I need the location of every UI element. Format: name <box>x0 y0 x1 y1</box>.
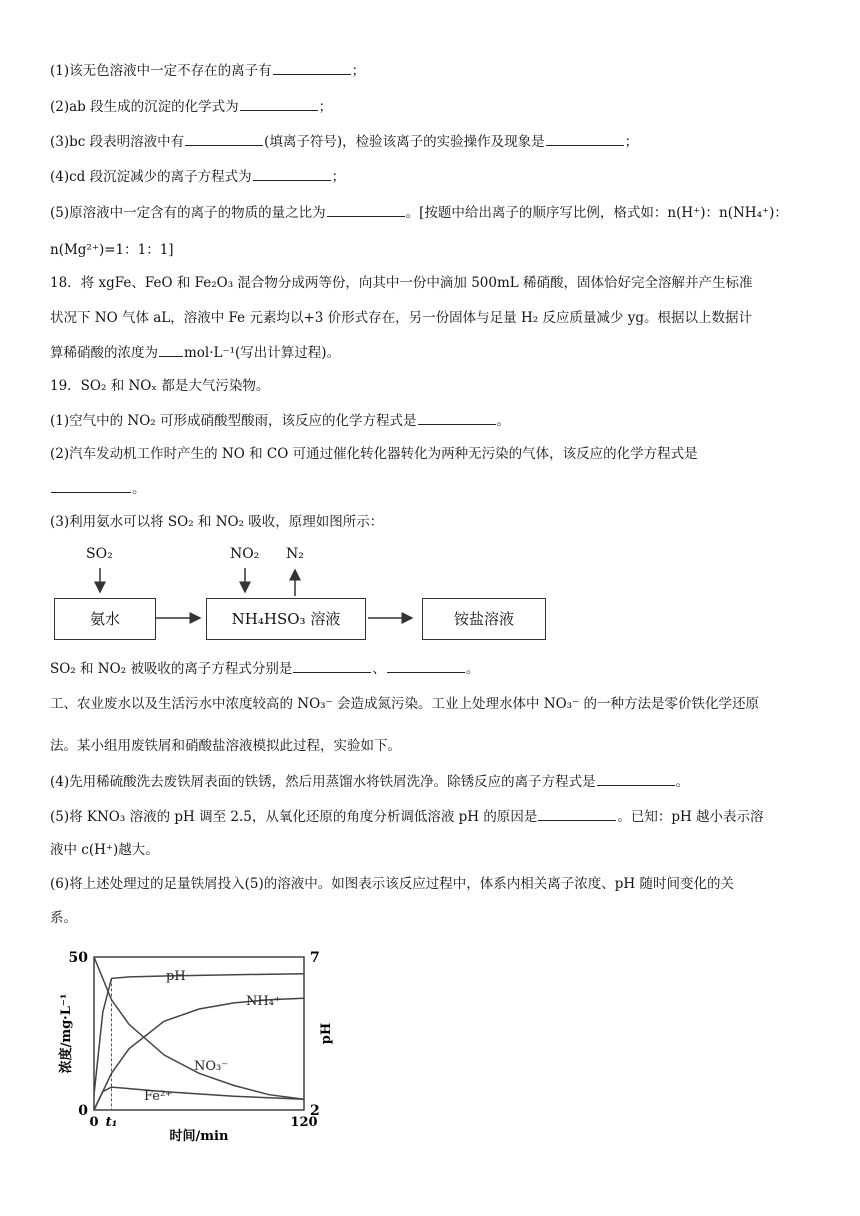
answer-blank[interactable] <box>387 658 465 673</box>
y-right-tick-1: 7 <box>310 950 320 966</box>
q19-part3: (3)利用氨水可以将 SO₂ 和 NO₂ 吸收，原理如图所示： <box>50 514 384 530</box>
series-label-2: NO₃⁻ <box>194 1059 229 1074</box>
q17-p5-continuation: n(Mg²⁺)=1：1：1] <box>50 242 174 258</box>
q17-p3-mid: (填离子符号)，检验该离子的实验操作及现象是 <box>264 134 545 150</box>
q17-p5-text: (5)原溶液中一定含有的离子的物质的量之比为 <box>50 205 326 221</box>
q17-p2-text: (2)ab 段生成的沉淀的化学式为 <box>50 99 239 115</box>
q17-p2-end: ； <box>318 99 333 115</box>
absorption-flow-diagram <box>50 540 570 650</box>
no2-label: NO₂ <box>230 546 260 562</box>
series-label-0: pH <box>166 969 186 984</box>
answer-blank[interactable] <box>538 806 616 821</box>
q18-line2: 状况下 NO 气体 aL，溶液中 Fe 元素均以+3 价形式存在，另一份固体与足量 H₂ 反应质量减少 yg。根据以上数据计 <box>50 310 752 326</box>
plot-frame <box>94 957 304 1110</box>
series-label-3: Fe²⁺ <box>144 1089 173 1104</box>
q18-line3-end: mol·L⁻¹(写出计算过程)。 <box>184 345 341 361</box>
so2-label: SO₂ <box>86 546 113 562</box>
concentration-ph-chart <box>56 945 346 1145</box>
q19-part3-answer <box>50 658 479 679</box>
answer-blank[interactable] <box>253 166 331 181</box>
chart-svg <box>56 945 346 1145</box>
q19-p3-sep: 、 <box>372 661 386 677</box>
answer-blank[interactable] <box>51 478 131 493</box>
ammonium-salt-box: 铵盐溶液 <box>422 598 546 640</box>
q19-intro: 19．SO₂ 和 NOₓ 都是大气污染物。 <box>50 378 270 394</box>
q17-part3 <box>50 131 638 152</box>
q18-line1: 18．将 xgFe、FeO 和 Fe₂O₃ 混合物分成两等份，向其中一份中滴加 500mL 稀硝酸，固体恰好完全溶解并产生标准 <box>50 275 753 291</box>
q19-p1-text: (1)空气中的 NO₂ 可形成硝酸型酸雨，该反应的化学方程式是 <box>50 413 417 429</box>
series-line-3 <box>94 1087 304 1110</box>
q17-p3-end: ； <box>624 134 639 150</box>
q17-p4-text: (4)cd 段沉淀减少的离子方程式为 <box>50 169 252 185</box>
q17-p1-end: ； <box>351 63 366 79</box>
q19-paragraph-2: 法。某小组用废铁屑和硝酸盐溶液模拟此过程，实验如下。 <box>50 738 401 754</box>
answer-blank[interactable] <box>159 342 183 357</box>
q17-part1 <box>50 60 365 81</box>
q19-p4-end: 。 <box>675 774 690 790</box>
q19-p5-end: 。已知：pH 越小表示溶 <box>617 809 764 825</box>
q19-p5-continuation: 液中 c(H⁺)越大。 <box>50 842 159 858</box>
answer-blank[interactable] <box>546 131 624 146</box>
q17-part5 <box>50 202 788 223</box>
answer-blank[interactable] <box>327 202 405 217</box>
answer-blank[interactable] <box>185 131 263 146</box>
y-right-axis-label: pH <box>319 1022 334 1045</box>
q19-part1 <box>50 410 510 431</box>
q19-p3-end: 。 <box>465 661 480 677</box>
q18-line3 <box>50 342 340 363</box>
q19-p2-end: 。 <box>132 481 146 497</box>
series-line-0 <box>94 974 304 1095</box>
q19-part4 <box>50 771 689 792</box>
q17-p5-mid: 。[按题中给出离子的顺序写比例，格式如：n(H⁺)：n(NH₄⁺)： <box>405 205 788 221</box>
q19-p5-text: (5)将 KNO₃ 溶液的 pH 调至 2.5，从氧化还原的角度分析调低溶液 pH 的原因是 <box>50 809 538 825</box>
q17-part2 <box>50 96 332 117</box>
y-left-tick-0: 0 <box>78 1103 88 1119</box>
y-right-tick-0: 2 <box>310 1103 320 1119</box>
series-line-2 <box>94 957 304 1099</box>
y-left-axis-label: 浓度/mg·L⁻¹ <box>59 993 74 1074</box>
answer-blank[interactable] <box>293 658 371 673</box>
x-tick-2: 120 <box>290 1115 318 1130</box>
x-axis-label: 时间/min <box>169 1129 229 1144</box>
x-tick-0: 0 <box>89 1115 99 1130</box>
q19-paragraph-1: 工、农业废水以及生活污水中浓度较高的 NO₃⁻ 会造成氮污染。工业上处理水体中 NO₃⁻ 的一种方法是零价铁化学还原 <box>50 696 759 712</box>
q19-part2: (2)汽车发动机工作时产生的 NO 和 CO 可通过催化转化器转化为两种无污染的气体，该反应的化学方程式是 <box>50 446 698 462</box>
q19-part6: (6)将上述处理过的足量铁屑投入(5)的溶液中。如图表示该反应过程中，体系内相关离子浓度、pH 随时间变化的关 <box>50 876 734 892</box>
q17-part4 <box>50 166 345 187</box>
q19-part5 <box>50 806 764 827</box>
q19-p1-end: 。 <box>496 413 510 429</box>
q19-p6-continuation: 系。 <box>50 910 77 926</box>
q19-p4-text: (4)先用稀硫酸洗去废铁屑表面的铁锈，然后用蒸馏水将铁屑洗净。除锈反应的离子方程式是 <box>50 774 596 790</box>
n2-label: N₂ <box>286 546 304 562</box>
y-left-tick-1: 50 <box>68 950 88 966</box>
q17-p4-end: ； <box>331 169 346 185</box>
q19-p3-ans-text: SO₂ 和 NO₂ 被吸收的离子方程式分别是 <box>50 661 293 677</box>
q19-part2-answer <box>50 478 146 499</box>
x-tick-1: t₁ <box>105 1115 118 1130</box>
series-label-1: NH₄⁺ <box>246 994 281 1009</box>
nh4hso3-box: NH₄HSO₃ 溶液 <box>206 598 366 640</box>
answer-blank[interactable] <box>597 771 675 786</box>
answer-blank[interactable] <box>240 96 318 111</box>
answer-blank[interactable] <box>273 60 351 75</box>
answer-blank[interactable] <box>418 410 496 425</box>
q17-p1-text: (1)该无色溶液中一定不存在的离子有 <box>50 63 272 79</box>
q18-line3-text: 算稀硝酸的浓度为 <box>50 345 158 361</box>
ammonia-box: 氨水 <box>54 598 156 640</box>
q17-p3-text: (3)bc 段表明溶液中有 <box>50 134 185 150</box>
